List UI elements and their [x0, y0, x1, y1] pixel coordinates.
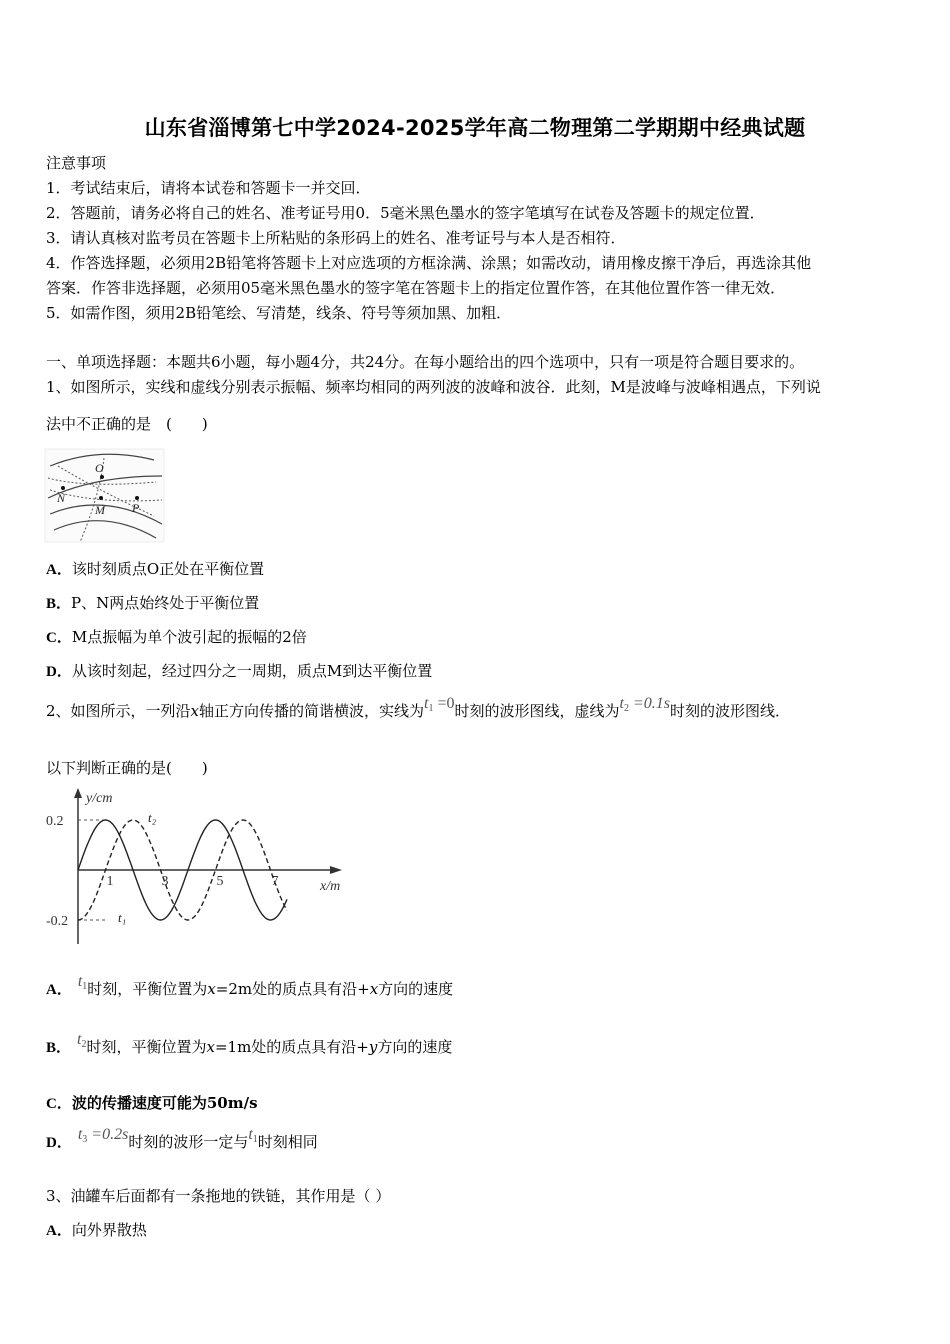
q1-option-b[interactable]: B．P、N两点始终处于平衡位置: [46, 594, 260, 612]
x-tick-label: 1: [106, 874, 114, 889]
q1-option-c[interactable]: C．M点振幅为单个波引起的振幅的2倍: [46, 628, 307, 646]
x-tick-label: 7: [271, 874, 279, 889]
notice-item: 4．作答选择题，必须用2B铅笔将答题卡上对应选项的方框涂满、涂黑；如需改动，请用橡皮擦干净后，再选涂其他: [46, 254, 812, 272]
point-o: [100, 475, 104, 479]
notice-heading: 注意事项: [46, 154, 107, 172]
q3-option-a[interactable]: A．向外界散热: [46, 1221, 147, 1239]
x-axis-label: x/m: [320, 879, 341, 894]
q2-option-b[interactable]: B． $t_2$时刻，平衡位置为x=1m处的质点具有沿+y方向的速度: [46, 1031, 453, 1056]
y-tick-label: 0.2: [46, 814, 64, 829]
point-m: [99, 496, 103, 500]
label-p: P: [132, 501, 140, 515]
q3-stem: 3、油罐车后面都有一条拖地的铁链，其作用是（ ）: [46, 1187, 391, 1205]
notice-item: 1．考试结束后，请将本试卷和答题卡一并交回．: [46, 179, 371, 197]
q2-stem-line1: 2、如图所示，一列沿x轴正方向传播的简谐横波，实线为$t_1 =0$时刻的波形图线，虚线为$t_2 =0.1s$时刻的波形图线．: [46, 695, 791, 720]
label-o: O: [95, 461, 104, 475]
label-n: N: [57, 491, 66, 505]
q2-wave-chart: [44, 784, 354, 950]
x-tick-label: 3: [161, 874, 169, 889]
point-p: [135, 496, 139, 500]
y-tick-label: -0.2: [46, 914, 69, 929]
q1-option-a[interactable]: A．该时刻质点O正处在平衡位置: [46, 560, 265, 578]
x-tick-label: 5: [216, 874, 224, 889]
notice-item: 3．请认真核对监考员在答题卡上所粘贴的条形码上的姓名、准考证号与本人是否相符．: [46, 229, 626, 247]
q2-option-c[interactable]: C．波的传播速度可能为50m/s: [46, 1094, 258, 1112]
series-t2-label: t₂: [148, 810, 157, 825]
x-axis-arrow: [330, 866, 342, 874]
point-n: [61, 486, 65, 490]
y-axis-arrow: [74, 788, 82, 798]
q2-option-d[interactable]: D． $t_3 =0.2s$时刻的波形一定与$t_1$时刻相同: [46, 1126, 318, 1151]
q2-stem-line2: 以下判断正确的是( ): [46, 759, 208, 777]
section-heading: 一、单项选择题：本题共6小题，每小题4分，共24分。在每小题给出的四个选项中，只有一项是符合题目要求的。: [46, 353, 805, 371]
page-title: 山东省淄博第七中学2024-2025学年高二物理第二学期期中经典试题: [144, 116, 806, 140]
q1-option-d[interactable]: D．从该时刻起，经过四分之一周期，质点M到达平衡位置: [46, 662, 433, 680]
y-axis-label: y/cm: [86, 791, 113, 806]
q1-wave-figure: [44, 448, 166, 544]
notice-item: 5．如需作图，须用2B铅笔绘、写清楚，线条、符号等须加黑、加粗．: [46, 304, 512, 322]
q2-option-a[interactable]: A． $t_1$时刻，平衡位置为x=2m处的质点具有沿+x方向的速度: [46, 973, 454, 998]
q1-stem-line2: 法中不正确的是 ( ): [46, 415, 208, 433]
notice-item: 答案．作答非选择题，必须用05毫米黑色墨水的签字笔在答题卡上的指定位置作答，在其他位置作答一律无效．: [46, 279, 786, 297]
series-t1-label: t₁: [118, 910, 127, 925]
notice-item: 2．答题前，请务必将自己的姓名、准考证号用0．5毫米黑色墨水的签字笔填写在试卷及答题卡的规定位置．: [46, 204, 765, 222]
label-m: M: [95, 503, 105, 517]
q1-stem-line1: 1、如图所示，实线和虚线分别表示振幅、频率均相同的两列波的波峰和波谷．此刻，M是波峰与波峰相遇点，下列说: [46, 378, 821, 396]
